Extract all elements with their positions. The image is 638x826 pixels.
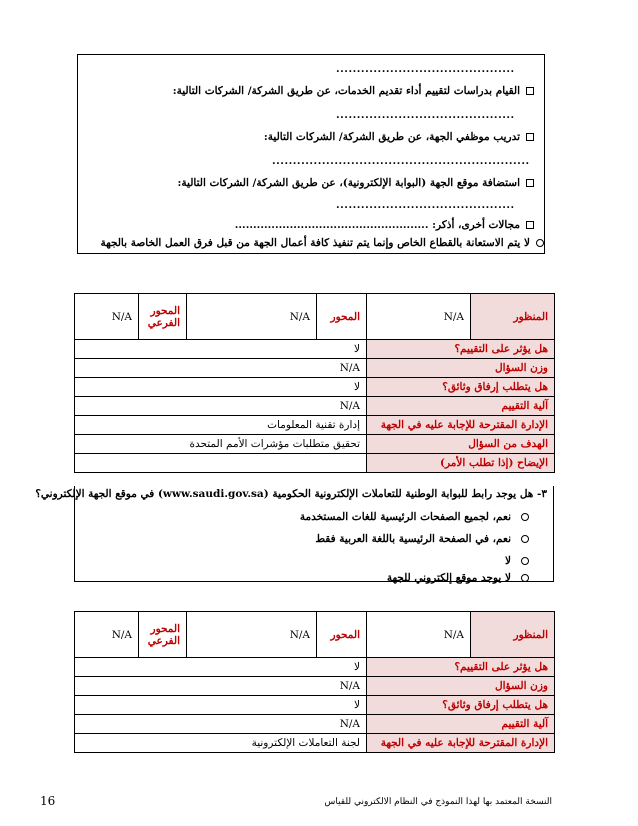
fill-dots: ...........................................: [336, 109, 515, 121]
row-value: لا: [75, 658, 367, 677]
option-label: القيام بدراسات لتقييم أداء تقديم الخدمات، عن طريق الشركة/ الشركات التالية:: [172, 85, 520, 97]
answer-label: نعم، لجميع الصفحات الرئيسية للغات المستخدمة: [299, 511, 511, 523]
row-label: الإدارة المقترحة للإجابة عليه في الجهة: [367, 734, 555, 753]
answer-option[interactable]: [300, 511, 529, 523]
radio-icon[interactable]: [521, 574, 529, 582]
subaxis-label: المحور الفرعي: [139, 294, 187, 340]
subaxis-label: المحور الفرعي: [139, 612, 187, 658]
option-label: مجالات أخرى، أذكر: .....................................................: [234, 219, 520, 231]
option-item: [173, 85, 534, 97]
option-label: تدريب موظفي الجهة، عن طريق الشركة/ الشركات التالية:: [263, 131, 520, 143]
option-label: لا يتم الاستعانة بالقطاع الخاص وإنما يتم تنفيذ كافة أعمال الجهة من قبل فرق العمل الخاصة بالجهة: [100, 237, 530, 249]
axis-label: المحور: [317, 294, 367, 340]
checkbox-icon: [526, 87, 534, 95]
row-value: إدارة تقنية المعلومات: [75, 416, 367, 435]
criteria-table: [74, 611, 555, 753]
row-label: وزن السؤال: [367, 677, 555, 696]
row-label: الهدف من السؤال: [367, 435, 555, 454]
perspective-label: المنظور: [471, 294, 555, 340]
perspective-value: N/A: [367, 612, 471, 658]
page-number: 16: [40, 794, 56, 808]
radio-icon[interactable]: [521, 513, 529, 521]
checkbox-icon: [526, 221, 534, 229]
row-label: هل يؤثر على التقييم؟: [367, 340, 555, 359]
option-item: [178, 177, 534, 189]
criteria-table: [74, 293, 555, 473]
options-box: [77, 54, 545, 254]
fill-dots: ...........................................: [336, 63, 515, 75]
row-value: لا: [75, 378, 367, 397]
axis-value: N/A: [187, 294, 317, 340]
answer-label: لا: [505, 555, 511, 567]
checkbox-icon: [526, 133, 534, 141]
subaxis-value: N/A: [75, 294, 139, 340]
radio-icon[interactable]: [521, 557, 529, 565]
row-label: آلية التقييم: [367, 397, 555, 416]
perspective-label: المنظور: [471, 612, 555, 658]
row-label: هل يتطلب إرفاق وثائق؟: [367, 696, 555, 715]
answer-option[interactable]: [387, 572, 529, 584]
option-item: [100, 237, 544, 249]
row-value: [75, 454, 367, 473]
row-value: لا: [75, 696, 367, 715]
row-label: هل يؤثر على التقييم؟: [367, 658, 555, 677]
axis-value: N/A: [187, 612, 317, 658]
option-item: [264, 131, 534, 143]
row-label: وزن السؤال: [367, 359, 555, 378]
answer-label: نعم، في الصفحة الرئيسية باللغة العربية فقط: [315, 533, 511, 545]
question-block: [35, 486, 554, 584]
row-value: لجنة التعاملات الإلكترونية: [75, 734, 367, 753]
row-label: الإدارة المقترحة للإجابة عليه في الجهة: [367, 416, 555, 435]
row-label: الإيضاح (إذا تطلب الأمر): [367, 454, 555, 473]
option-item: [235, 219, 534, 231]
answer-option[interactable]: [315, 533, 529, 545]
axis-label: المحور: [317, 612, 367, 658]
row-value: N/A: [75, 677, 367, 696]
row-value: N/A: [75, 715, 367, 734]
checkbox-icon: [526, 179, 534, 187]
radio-icon: [536, 239, 544, 247]
subaxis-value: N/A: [75, 612, 139, 658]
row-value: N/A: [75, 397, 367, 416]
question-title: ٣- هل يوجد رابط للبوابة الوطنية للتعاملات الإلكترونية الحكومية (www.saudi.gov.sa) في موقع الجهة الإلكتروني؟: [35, 488, 547, 500]
fill-dots: ..............................................................: [272, 155, 530, 167]
footer-note: النسخة المعتمد بها لهذا النموذج في النظام الالكتروني للقياس: [324, 797, 552, 807]
row-value: تحقيق متطلبات مؤشرات الأمم المتحدة: [75, 435, 367, 454]
answer-label: لا يوجد موقع إلكتروني للجهة: [386, 572, 511, 584]
row-label: هل يتطلب إرفاق وثائق؟: [367, 378, 555, 397]
radio-icon[interactable]: [521, 535, 529, 543]
option-label: استضافة موقع الجهة (البوابة الإلكترونية)، عن طريق الشركة/ الشركات التالية:: [177, 177, 520, 189]
row-value: لا: [75, 340, 367, 359]
perspective-value: N/A: [367, 294, 471, 340]
row-value: N/A: [75, 359, 367, 378]
fill-dots: ...........................................: [336, 199, 515, 211]
row-label: آلية التقييم: [367, 715, 555, 734]
answer-option[interactable]: [505, 555, 529, 567]
